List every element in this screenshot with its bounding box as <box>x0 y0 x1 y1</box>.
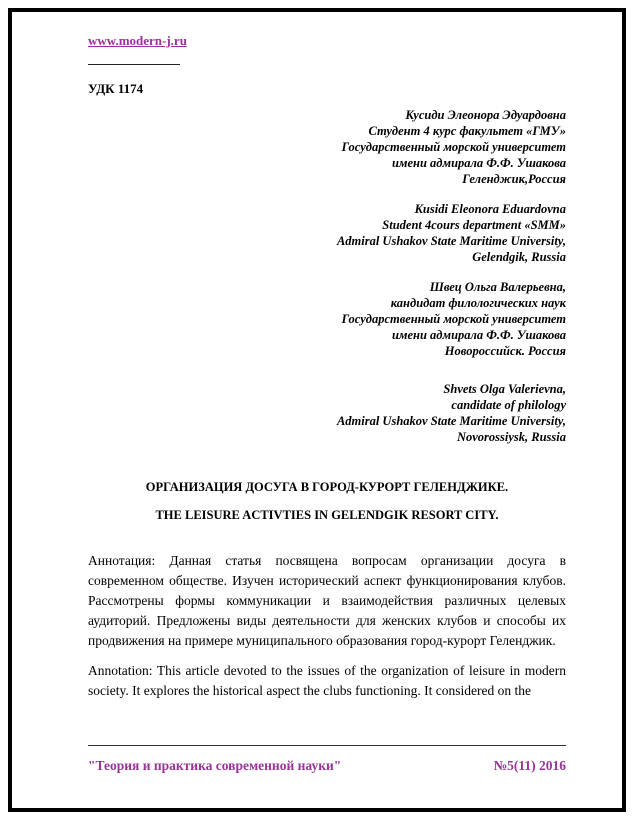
author-line: Студент 4 курс факультет «ГМУ» <box>368 124 566 138</box>
author-line: Швец Ольга Валерьевна, <box>429 280 566 294</box>
author-line: Новороссийск. Россия <box>444 344 566 358</box>
author-line: Novorossiysk, Russia <box>456 430 566 444</box>
author-line: Shvets Olga Valerievna, <box>443 382 566 396</box>
author-line: Геленджик,Россия <box>462 172 566 186</box>
author-block-ru-2 <box>88 279 566 359</box>
author-line: Kusidi Eleonora Eduardovna <box>414 202 566 216</box>
annotation-paragraph-ru: Аннотация: Данная статья посвящена вопросам организации досуга в современном обществе. Изучен исторический аспект функционирования клубов. Рассмотрены формы коммуникации и взаимодействия различных целевых аудиторий. Предложены виды деятельности для женских клубов и способы их продвижения на примере муниципального образования город-курорт Геленджик. <box>88 553 566 648</box>
author-line: имени адмирала Ф.Ф. Ушакова <box>391 156 566 170</box>
author-blocks <box>88 107 566 445</box>
author-line: Государственный морской университет <box>341 140 566 154</box>
article-titles <box>88 479 566 523</box>
article-title-ru: ОРГАНИЗАЦИЯ ДОСУГА В ГОРОД-КУРОРТ ГЕЛЕНДЖИКЕ. <box>145 480 509 494</box>
author-block-ru-1 <box>88 107 566 187</box>
page-footer <box>88 745 566 774</box>
author-line: Admiral Ushakov State Maritime University, <box>336 414 566 428</box>
author-line: Gelendgik, Russia <box>472 250 566 264</box>
author-line: candidate of philology <box>451 398 566 412</box>
author-line: Государственный морской университет <box>341 312 566 326</box>
issue-number: №5(11) 2016 <box>493 758 566 773</box>
author-line: кандидат филологических наук <box>390 296 566 310</box>
author-line: имени адмирала Ф.Ф. Ушакова <box>391 328 566 342</box>
author-line: Student 4cours department «SMM» <box>382 218 566 232</box>
journal-name: "Теория и практика современной науки" <box>88 758 342 773</box>
separator-line <box>88 64 180 65</box>
author-line: Admiral Ushakov State Maritime University, <box>336 234 566 248</box>
author-block-en-2 <box>88 381 566 445</box>
udc-label: УДК 1174 <box>88 81 144 96</box>
site-link[interactable]: www.modern-j.ru <box>88 33 187 48</box>
author-block-en-1 <box>88 201 566 265</box>
page-content <box>12 12 622 808</box>
article-title-en: THE LEISURE ACTIVTIES IN GELENDGIK RESORT CITY. <box>155 508 499 522</box>
annotation-paragraph-en: Annotation: This article devoted to the issues of the organization of leisure in modern society. It explores the historical aspect the clubs functioning. It considered on the <box>88 663 566 698</box>
author-line: Кусиди Элеонора Эдуардовна <box>405 108 566 122</box>
